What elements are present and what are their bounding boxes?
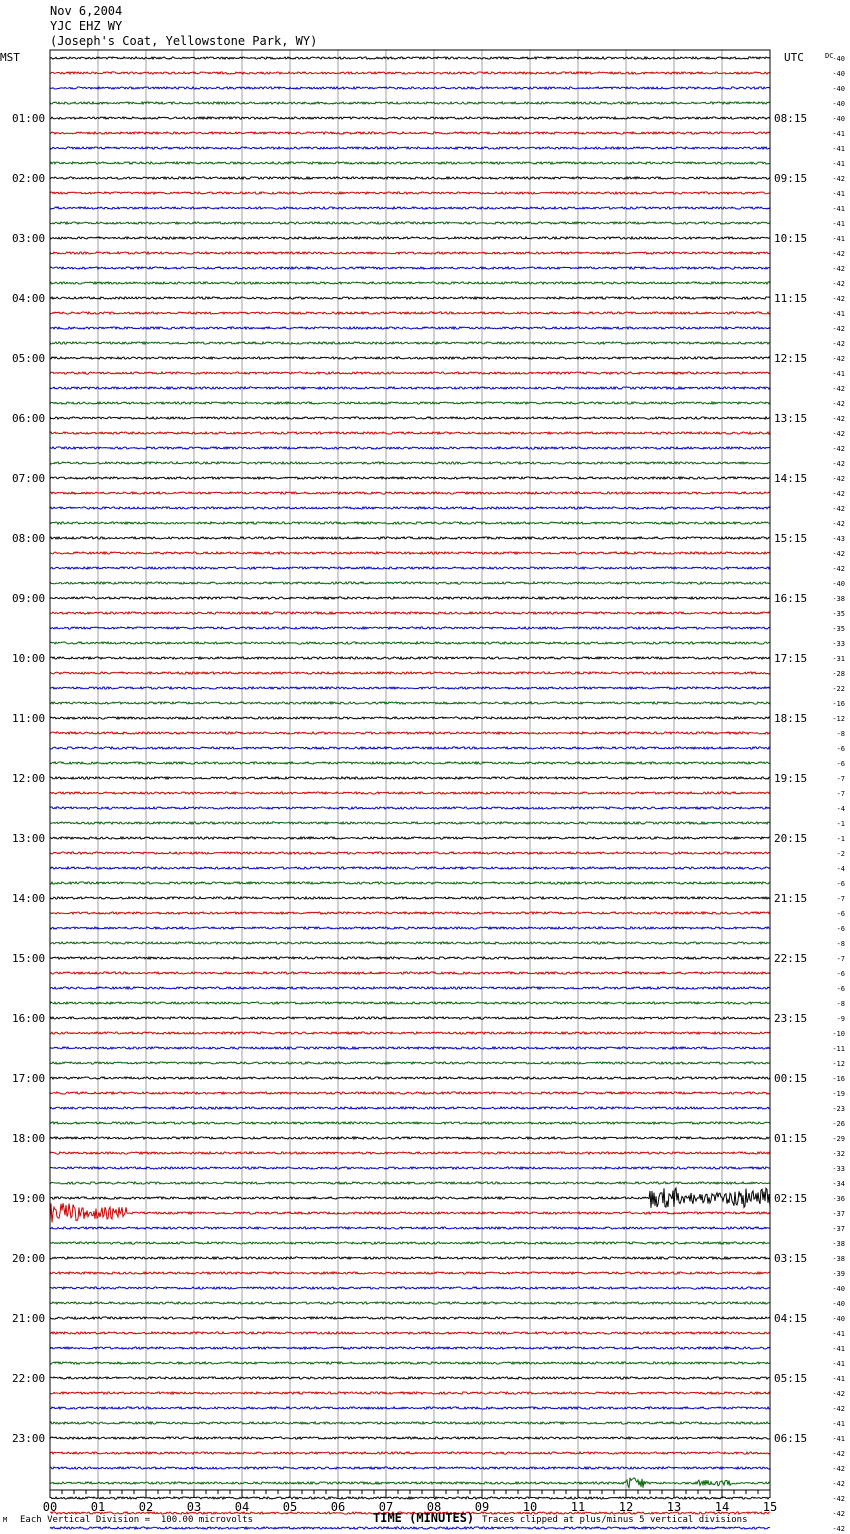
dc-offset-label: -33 bbox=[832, 640, 845, 648]
mst-label: MST bbox=[0, 51, 20, 64]
seismic-trace bbox=[50, 207, 770, 209]
seismic-trace bbox=[50, 1152, 770, 1154]
dc-offset-label: -42 bbox=[832, 445, 845, 453]
dc-offset-label: -42 bbox=[832, 265, 845, 273]
station-location: (Joseph's Coat, Yellowstone Park, WY) bbox=[50, 34, 318, 48]
dc-offset-label: -33 bbox=[832, 1165, 845, 1173]
dc-offset-label: -41 bbox=[832, 145, 845, 153]
x-tick-label: 01 bbox=[90, 1500, 106, 1514]
seismic-trace bbox=[50, 1347, 770, 1349]
utc-hour-label: 15:15 bbox=[774, 532, 808, 545]
seismic-trace bbox=[50, 1167, 770, 1169]
seismic-trace bbox=[50, 57, 770, 59]
plot-date: Nov 6,2004 bbox=[50, 4, 123, 18]
dc-offset-label: -41 bbox=[832, 1345, 845, 1353]
seismic-trace bbox=[50, 1422, 770, 1424]
seismic-trace bbox=[50, 927, 770, 929]
seismic-trace bbox=[50, 807, 770, 809]
mst-hour-label: 14:00 bbox=[12, 892, 46, 905]
dc-offset-label: -22 bbox=[832, 685, 845, 693]
dc-offset-label: -6 bbox=[836, 880, 845, 888]
dc-offset-label: -41 bbox=[832, 130, 845, 138]
dc-offset-label: -12 bbox=[832, 1060, 845, 1068]
dc-offset-label: -37 bbox=[832, 1210, 845, 1218]
x-tick-label: 09 bbox=[474, 1500, 490, 1514]
seismic-trace bbox=[50, 237, 770, 239]
x-tick-label: 10 bbox=[522, 1500, 538, 1514]
seismic-trace bbox=[50, 102, 770, 104]
seismic-trace bbox=[50, 147, 770, 149]
dc-offset-label: -42 bbox=[832, 1450, 845, 1458]
x-tick-label: 11 bbox=[570, 1500, 586, 1514]
utc-hour-label: 05:15 bbox=[774, 1372, 808, 1385]
dc-offset-label: -41 bbox=[832, 1435, 845, 1443]
dc-offset-label: -23 bbox=[832, 1105, 845, 1113]
seismic-trace bbox=[50, 552, 770, 554]
dc-offset-label: -16 bbox=[832, 700, 845, 708]
dc-offset-label: -42 bbox=[832, 325, 845, 333]
seismic-trace bbox=[50, 282, 770, 284]
seismic-trace bbox=[50, 1002, 770, 1004]
dc-offset-label: -40 bbox=[832, 55, 845, 63]
x-tick-label: 00 bbox=[42, 1500, 58, 1514]
mst-hour-label: 20:00 bbox=[12, 1252, 46, 1265]
dc-offset-label: -8 bbox=[836, 730, 845, 738]
seismic-trace bbox=[50, 1497, 770, 1499]
seismic-trace bbox=[50, 117, 770, 119]
utc-hour-label: 08:15 bbox=[774, 112, 808, 125]
dc-offset-label: -19 bbox=[832, 1090, 845, 1098]
clip-note: Traces clipped at plus/minus 5 vertical divisions bbox=[482, 1515, 748, 1525]
seismic-trace bbox=[50, 837, 770, 839]
seismic-trace bbox=[50, 492, 770, 494]
seismic-trace bbox=[50, 162, 770, 164]
seismic-trace bbox=[50, 1257, 770, 1259]
seismic-trace bbox=[50, 957, 770, 959]
x-tick-label: 03 bbox=[186, 1500, 202, 1514]
dc-offset-label: -42 bbox=[832, 415, 845, 423]
dc-offset-label: -31 bbox=[832, 655, 845, 663]
seismic-trace bbox=[50, 912, 770, 914]
dc-offset-label: -34 bbox=[832, 1180, 845, 1188]
seismic-trace bbox=[50, 1452, 770, 1454]
dc-offset-label: -41 bbox=[832, 1375, 845, 1383]
x-tick-label: 06 bbox=[330, 1500, 346, 1514]
seismic-trace bbox=[50, 387, 770, 389]
mst-hour-label: 09:00 bbox=[12, 592, 46, 605]
dc-offset-label: -40 bbox=[832, 85, 845, 93]
seismic-trace bbox=[50, 1122, 770, 1124]
seismic-trace bbox=[50, 462, 770, 464]
seismic-trace bbox=[50, 732, 770, 734]
seismic-trace bbox=[50, 762, 770, 764]
dc-offset-label: -6 bbox=[836, 910, 845, 918]
dc-offset-label: -40 bbox=[832, 70, 845, 78]
seismic-trace bbox=[50, 1377, 770, 1379]
seismic-trace bbox=[50, 642, 770, 644]
dc-offset-label: -1 bbox=[836, 835, 845, 843]
dc-offset-label: -9 bbox=[836, 1015, 845, 1023]
dc-offset-label: -41 bbox=[832, 1360, 845, 1368]
mst-hour-label: 13:00 bbox=[12, 832, 46, 845]
utc-hour-label: 14:15 bbox=[774, 472, 808, 485]
dc-offset-label: -41 bbox=[832, 1420, 845, 1428]
dc-offset-label: -6 bbox=[836, 760, 845, 768]
dc-offset-label: -40 bbox=[832, 580, 845, 588]
utc-hour-label: 03:15 bbox=[774, 1252, 808, 1265]
seismic-trace bbox=[50, 1332, 770, 1334]
seismic-trace bbox=[50, 1287, 770, 1289]
seismic-trace bbox=[50, 177, 770, 179]
seismic-trace bbox=[50, 192, 770, 194]
seismic-trace bbox=[50, 447, 770, 449]
utc-hour-label: 10:15 bbox=[774, 232, 808, 245]
dc-offset-label: -38 bbox=[832, 1255, 845, 1263]
dc-offset-label: -6 bbox=[836, 970, 845, 978]
seismic-trace bbox=[50, 987, 770, 989]
seismic-trace bbox=[50, 897, 770, 899]
seismic-trace bbox=[50, 567, 770, 569]
seismic-trace bbox=[50, 1527, 770, 1529]
dc-offset-label: -42 bbox=[832, 385, 845, 393]
dc-offset-label: -29 bbox=[832, 1135, 845, 1143]
seismic-trace bbox=[50, 1182, 770, 1184]
dc-offset-label: -42 bbox=[832, 490, 845, 498]
dc-offset-label: -40 bbox=[832, 1285, 845, 1293]
dc-offset-label: -38 bbox=[832, 1240, 845, 1248]
dc-offset-label: -4 bbox=[836, 865, 845, 873]
dc-offset-label: -6 bbox=[836, 745, 845, 753]
seismic-trace bbox=[50, 867, 770, 869]
x-tick-label: 14 bbox=[714, 1500, 730, 1514]
mst-hour-label: 16:00 bbox=[12, 1012, 46, 1025]
dc-offset-label: -42 bbox=[832, 175, 845, 183]
dc-offset-label: -42 bbox=[832, 1525, 845, 1533]
dc-offset-label: -28 bbox=[832, 670, 845, 678]
station-code: YJC EHZ WY bbox=[50, 19, 123, 33]
dc-offset-label: -42 bbox=[832, 1390, 845, 1398]
x-tick-label: 08 bbox=[426, 1500, 442, 1514]
seismic-trace bbox=[50, 327, 770, 329]
dc-offset-label: -42 bbox=[832, 1405, 845, 1413]
seismic-trace bbox=[50, 507, 770, 509]
seismic-trace bbox=[50, 432, 770, 434]
utc-hour-label: 09:15 bbox=[774, 172, 808, 185]
dc-offset-label: -42 bbox=[832, 550, 845, 558]
seismic-trace bbox=[50, 267, 770, 269]
mst-hour-label: 18:00 bbox=[12, 1132, 46, 1145]
dc-offset-label: -8 bbox=[836, 940, 845, 948]
dc-label: DC bbox=[825, 52, 834, 60]
seismic-trace bbox=[50, 1437, 770, 1439]
dc-offset-label: -12 bbox=[832, 715, 845, 723]
dc-offset-label: -42 bbox=[832, 280, 845, 288]
seismic-trace bbox=[50, 777, 770, 779]
seismic-trace bbox=[50, 882, 770, 884]
seismic-trace bbox=[50, 972, 770, 974]
utc-hour-label: 00:15 bbox=[774, 1072, 808, 1085]
x-tick-label: 07 bbox=[378, 1500, 394, 1514]
dc-offset-label: -41 bbox=[832, 370, 845, 378]
utc-hour-label: 04:15 bbox=[774, 1312, 808, 1325]
mst-hour-label: 19:00 bbox=[12, 1192, 46, 1205]
seismic-trace bbox=[50, 747, 770, 749]
mst-hour-label: 04:00 bbox=[12, 292, 46, 305]
dc-offset-label: -42 bbox=[832, 1480, 845, 1488]
seismic-trace bbox=[50, 1467, 770, 1469]
dc-offset-label: -16 bbox=[832, 1075, 845, 1083]
seismic-trace bbox=[50, 222, 770, 224]
mst-hour-label: 10:00 bbox=[12, 652, 46, 665]
seismic-trace bbox=[50, 402, 770, 404]
seismic-trace bbox=[50, 1478, 770, 1488]
seismic-trace bbox=[50, 72, 770, 74]
dc-offset-label: -42 bbox=[832, 340, 845, 348]
dc-offset-label: -8 bbox=[836, 1000, 845, 1008]
utc-hour-label: 23:15 bbox=[774, 1012, 808, 1025]
x-tick-label: 13 bbox=[666, 1500, 682, 1514]
dc-offset-label: -40 bbox=[832, 1315, 845, 1323]
seismic-trace bbox=[50, 1107, 770, 1109]
mst-hour-label: 15:00 bbox=[12, 952, 46, 965]
dc-offset-label: -42 bbox=[832, 460, 845, 468]
scale-mark: M bbox=[3, 1516, 8, 1524]
dc-offset-label: -6 bbox=[836, 925, 845, 933]
utc-hour-label: 12:15 bbox=[774, 352, 808, 365]
dc-offset-label: -43 bbox=[832, 535, 845, 543]
dc-offset-label: -41 bbox=[832, 220, 845, 228]
seismic-trace bbox=[50, 1362, 770, 1364]
seismic-trace bbox=[50, 537, 770, 539]
dc-offset-label: -40 bbox=[832, 100, 845, 108]
dc-offset-label: -42 bbox=[832, 1465, 845, 1473]
utc-hour-label: 16:15 bbox=[774, 592, 808, 605]
utc-hour-label: 01:15 bbox=[774, 1132, 808, 1145]
dc-offset-label: -35 bbox=[832, 625, 845, 633]
seismic-trace bbox=[50, 657, 770, 659]
seismic-trace bbox=[50, 852, 770, 854]
utc-label: UTC bbox=[784, 51, 804, 64]
seismic-trace bbox=[50, 1188, 770, 1208]
seismic-trace bbox=[50, 312, 770, 314]
seismic-trace bbox=[50, 1392, 770, 1394]
dc-offset-label: -42 bbox=[832, 295, 845, 303]
mst-hour-label: 12:00 bbox=[12, 772, 46, 785]
mst-hour-label: 21:00 bbox=[12, 1312, 46, 1325]
dc-offset-label: -40 bbox=[832, 115, 845, 123]
x-tick-label: 12 bbox=[618, 1500, 634, 1514]
mst-hour-label: 23:00 bbox=[12, 1432, 46, 1445]
dc-offset-label: -38 bbox=[832, 595, 845, 603]
dc-offset-label: -1 bbox=[836, 820, 845, 828]
utc-hour-label: 19:15 bbox=[774, 772, 808, 785]
utc-hour-label: 22:15 bbox=[774, 952, 808, 965]
mst-hour-label: 06:00 bbox=[12, 412, 46, 425]
mst-hour-label: 07:00 bbox=[12, 472, 46, 485]
utc-hour-label: 17:15 bbox=[774, 652, 808, 665]
seismic-trace bbox=[50, 1407, 770, 1409]
dc-offset-label: -42 bbox=[832, 1510, 845, 1518]
dc-offset-label: -42 bbox=[832, 1495, 845, 1503]
seismic-trace bbox=[50, 357, 770, 359]
dc-offset-label: -10 bbox=[832, 1030, 845, 1038]
dc-offset-label: -39 bbox=[832, 1270, 845, 1278]
dc-offset-label: -4 bbox=[836, 805, 845, 813]
seismic-trace bbox=[50, 687, 770, 689]
dc-offset-label: -11 bbox=[832, 1045, 845, 1053]
mst-hour-label: 03:00 bbox=[12, 232, 46, 245]
dc-offset-label: -41 bbox=[832, 205, 845, 213]
utc-hour-label: 21:15 bbox=[774, 892, 808, 905]
utc-hour-label: 06:15 bbox=[774, 1432, 808, 1445]
dc-offset-label: -41 bbox=[832, 160, 845, 168]
dc-offset-label: -42 bbox=[832, 505, 845, 513]
seismic-trace bbox=[50, 1047, 770, 1049]
dc-offset-label: -36 bbox=[832, 1195, 845, 1203]
utc-hour-label: 13:15 bbox=[774, 412, 808, 425]
seismic-trace bbox=[50, 672, 770, 674]
mst-hour-label: 17:00 bbox=[12, 1072, 46, 1085]
seismic-trace bbox=[50, 342, 770, 344]
seismic-trace bbox=[50, 1242, 770, 1244]
utc-hour-label: 20:15 bbox=[774, 832, 808, 845]
mst-hour-label: 22:00 bbox=[12, 1372, 46, 1385]
seismic-trace bbox=[50, 417, 770, 419]
dc-offset-label: -42 bbox=[832, 250, 845, 258]
seismic-trace bbox=[50, 1272, 770, 1274]
utc-hour-label: 02:15 bbox=[774, 1192, 808, 1205]
dc-offset-label: -40 bbox=[832, 1300, 845, 1308]
dc-offset-label: -42 bbox=[832, 520, 845, 528]
dc-offset-label: -42 bbox=[832, 400, 845, 408]
x-tick-label: 05 bbox=[282, 1500, 298, 1514]
seismic-trace bbox=[50, 1317, 770, 1319]
dc-offset-labels bbox=[832, 55, 845, 1534]
seismic-trace bbox=[50, 252, 770, 254]
dc-offset-label: -42 bbox=[832, 430, 845, 438]
mst-hour-labels bbox=[12, 112, 45, 1445]
dc-offset-label: -37 bbox=[832, 1225, 845, 1233]
seismic-trace bbox=[50, 1032, 770, 1034]
x-tick-label: 02 bbox=[138, 1500, 154, 1514]
seismic-trace bbox=[50, 627, 770, 629]
dc-offset-label: -7 bbox=[836, 955, 845, 963]
utc-hour-label: 11:15 bbox=[774, 292, 808, 305]
seismic-trace bbox=[50, 1302, 770, 1304]
seismic-trace bbox=[50, 792, 770, 794]
scale-note: Each Vertical Division = 100.00 microvolts bbox=[20, 1515, 253, 1525]
utc-hour-labels bbox=[774, 112, 807, 1445]
dc-offset-label: -7 bbox=[836, 790, 845, 798]
seismic-trace bbox=[50, 1017, 770, 1019]
seismic-trace bbox=[50, 1137, 770, 1139]
seismic-trace bbox=[50, 1092, 770, 1094]
seismic-trace bbox=[50, 702, 770, 704]
seismic-trace bbox=[50, 1062, 770, 1064]
dc-offset-label: -35 bbox=[832, 610, 845, 618]
mst-hour-label: 05:00 bbox=[12, 352, 46, 365]
seismic-trace bbox=[50, 297, 770, 299]
mst-hour-label: 08:00 bbox=[12, 532, 46, 545]
mst-hour-label: 02:00 bbox=[12, 172, 46, 185]
dc-offset-label: -7 bbox=[836, 895, 845, 903]
seismic-trace bbox=[50, 477, 770, 479]
utc-hour-label: 18:15 bbox=[774, 712, 808, 725]
dc-offset-label: -41 bbox=[832, 190, 845, 198]
dc-offset-label: -41 bbox=[832, 235, 845, 243]
dc-offset-label: -42 bbox=[832, 475, 845, 483]
x-tick-label: 04 bbox=[234, 1500, 250, 1514]
seismic-trace bbox=[50, 1077, 770, 1079]
seismic-trace bbox=[50, 522, 770, 524]
dc-offset-label: -2 bbox=[836, 850, 845, 858]
seismic-trace bbox=[50, 822, 770, 824]
dc-offset-label: -41 bbox=[832, 310, 845, 318]
seismic-trace bbox=[50, 612, 770, 614]
trace-group bbox=[50, 57, 770, 1534]
seismic-trace bbox=[50, 1227, 770, 1229]
mst-hour-label: 01:00 bbox=[12, 112, 46, 125]
mst-hour-label: 11:00 bbox=[12, 712, 46, 725]
dc-offset-label: -32 bbox=[832, 1150, 845, 1158]
dc-offset-label: -42 bbox=[832, 355, 845, 363]
dc-offset-label: -42 bbox=[832, 565, 845, 573]
dc-offset-label: -26 bbox=[832, 1120, 845, 1128]
seismic-trace bbox=[50, 942, 770, 944]
x-axis-title: TIME (MINUTES) bbox=[373, 1511, 475, 1525]
seismic-trace bbox=[50, 372, 770, 374]
seismic-trace bbox=[50, 582, 770, 584]
seismic-trace bbox=[50, 597, 770, 599]
dc-offset-label: -6 bbox=[836, 985, 845, 993]
seismic-trace bbox=[50, 87, 770, 89]
seismic-trace bbox=[50, 717, 770, 719]
x-tick-label: 15 bbox=[762, 1500, 778, 1514]
seismic-trace bbox=[50, 132, 770, 134]
seismic-trace bbox=[50, 1203, 770, 1222]
dc-offset-label: -41 bbox=[832, 1330, 845, 1338]
dc-offset-label: -7 bbox=[836, 775, 845, 783]
